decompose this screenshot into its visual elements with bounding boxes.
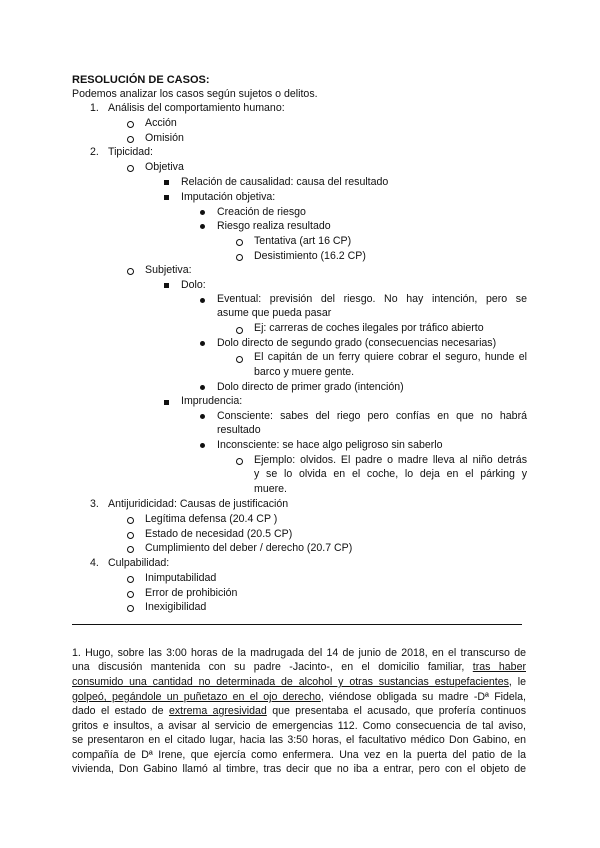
outline-subitem: Dolo: [181, 279, 206, 291]
outline-item-3: Antijuridicidad: Causas de justificación [108, 498, 289, 510]
outline-subitem: Inexigibilidad [145, 601, 207, 613]
outline-subitem: Inimputabilidad [145, 572, 217, 584]
case-line [72, 704, 526, 718]
case-text: una discusión mantenida con su padre -Jacinto-, en el domicilio familiar, [72, 661, 465, 673]
case-text: , le [508, 676, 526, 688]
hollow-bullet-icon [127, 546, 134, 553]
case-underlined-text: consumido una cantidad no determinada de alcohol y otras sustancias estupefacientes [72, 676, 509, 688]
outline-subitem: Dolo directo de primer grado (intención) [217, 381, 404, 393]
hollow-bullet-icon [127, 121, 134, 128]
outline-subitem: Inconsciente: se hace algo peligroso sin saberlo [217, 439, 443, 451]
outline-subitem: Creación de riesgo [217, 206, 306, 218]
outline-item-1: Análisis del comportamiento humano: [108, 102, 285, 114]
outline-subitem: Tentativa (art 16 CP) [254, 235, 352, 247]
outline-subitem: Omisión [145, 132, 184, 144]
case-line: se presentaron en el citado lugar, hacia las 3:50 horas, el facultativo médico Don Gabino, en [72, 734, 526, 746]
case-line: gritos e insultos, a avisar al servicio de emergencias 112. Como consecuencia de tal aviso, [72, 720, 526, 732]
hollow-bullet-icon [127, 517, 134, 524]
case-line [72, 660, 526, 674]
outline-subitem: Legítima defensa (20.4 CP ) [145, 513, 278, 525]
outline-item-4: Culpabilidad: [108, 557, 170, 569]
case-line: 1. Hugo, sobre las 3:00 horas de la madrugada del 14 de junio de 2018, en el transcurso de [72, 647, 526, 659]
case-line [72, 675, 526, 689]
filled-bullet-icon [200, 210, 205, 215]
outline-number: 2. [90, 146, 99, 158]
filled-bullet-icon [200, 224, 205, 229]
hollow-bullet-icon [127, 591, 134, 598]
hollow-bullet-icon [236, 239, 243, 246]
filled-bullet-icon [200, 443, 205, 448]
case-line: compañía de Dª Irene, que ejercía como enfermera. Una vez en la puerta del patio de la [72, 749, 526, 761]
square-bullet-icon [164, 180, 169, 185]
case-underlined-text: golpeó, pegándole un puñetazo en el ojo derecho [72, 691, 321, 703]
page-title: RESOLUCIÓN DE CASOS: [72, 74, 210, 86]
outline-subitem: Imprudencia: [181, 395, 243, 407]
outline-item-2: Tipicidad: [108, 146, 153, 158]
outline-subitem: y se lo olvida en el coche, lo deja en el párking y [254, 468, 527, 480]
case-line: vivienda, Don Gabino llamó al timbre, tras decir que no iba a entrar, pero con el objeto de [72, 763, 526, 775]
hollow-bullet-icon [236, 327, 243, 334]
outline-subitem: Cumplimiento del deber / derecho (20.7 CP) [145, 542, 353, 554]
hollow-bullet-icon [236, 356, 243, 363]
outline-subitem: Objetiva [145, 161, 184, 173]
hollow-bullet-icon [127, 605, 134, 612]
hollow-bullet-icon [127, 532, 134, 539]
section-divider [72, 624, 522, 625]
outline-subitem: Riesgo realiza resultado [217, 220, 331, 232]
outline-subitem: muere. [254, 483, 287, 495]
case-underlined-text: extrema agresividad [168, 705, 267, 717]
hollow-bullet-icon [236, 254, 243, 261]
case-text: dado el estado de [72, 705, 164, 717]
outline-subitem: Ej: carreras de coches ilegales por tráfico abierto [254, 322, 484, 334]
case-text: que presentaba el acusado, que profería continuos [272, 705, 526, 717]
hollow-bullet-icon [127, 165, 134, 172]
square-bullet-icon [164, 283, 169, 288]
intro-text: Podemos analizar los casos según sujetos o delitos. [72, 88, 318, 100]
outline-subitem: Desistimiento (16.2 CP) [254, 250, 366, 262]
outline-number: 3. [90, 498, 99, 510]
hollow-bullet-icon [236, 458, 243, 465]
case-underlined-text: tras haber [472, 661, 526, 673]
outline-subitem: Subjetiva: [145, 264, 192, 276]
outline-subitem: resultado [217, 424, 261, 436]
outline-subitem: Estado de necesidad (20.5 CP) [145, 528, 293, 540]
outline-subitem: Ejemplo: olvidos. El padre o madre lleva al niño detrás [254, 454, 527, 466]
outline-number: 4. [90, 557, 99, 569]
filled-bullet-icon [200, 341, 205, 346]
case-line [72, 690, 526, 704]
filled-bullet-icon [200, 298, 205, 303]
outline-subitem: Dolo directo de segundo grado (consecuencias necesarias) [217, 337, 497, 349]
outline-subitem: Error de prohibición [145, 587, 238, 599]
outline-subitem: Relación de causalidad: causa del resultado [181, 176, 389, 188]
outline-subitem: asume que pueda pasar [217, 307, 332, 319]
outline-subitem: barco y muere gente. [254, 366, 355, 378]
hollow-bullet-icon [127, 136, 134, 143]
outline-subitem: Imputación objetiva: [181, 191, 276, 203]
hollow-bullet-icon [127, 268, 134, 275]
outline-subitem: Consciente: sabes del riego pero confías en que no habrá [217, 410, 527, 422]
square-bullet-icon [164, 195, 169, 200]
square-bullet-icon [164, 400, 169, 405]
case-text: , viéndose obligada su madre -Dª Fidela, [320, 691, 526, 703]
filled-bullet-icon [200, 414, 205, 419]
hollow-bullet-icon [127, 576, 134, 583]
outline-subitem: El capitán de un ferry quiere cobrar el seguro, hunde el [254, 351, 527, 363]
filled-bullet-icon [200, 385, 205, 390]
outline-number: 1. [90, 102, 99, 114]
outline-subitem: Eventual: previsión del riesgo. No hay intención, pero se [217, 293, 527, 305]
outline-subitem: Acción [145, 117, 177, 129]
